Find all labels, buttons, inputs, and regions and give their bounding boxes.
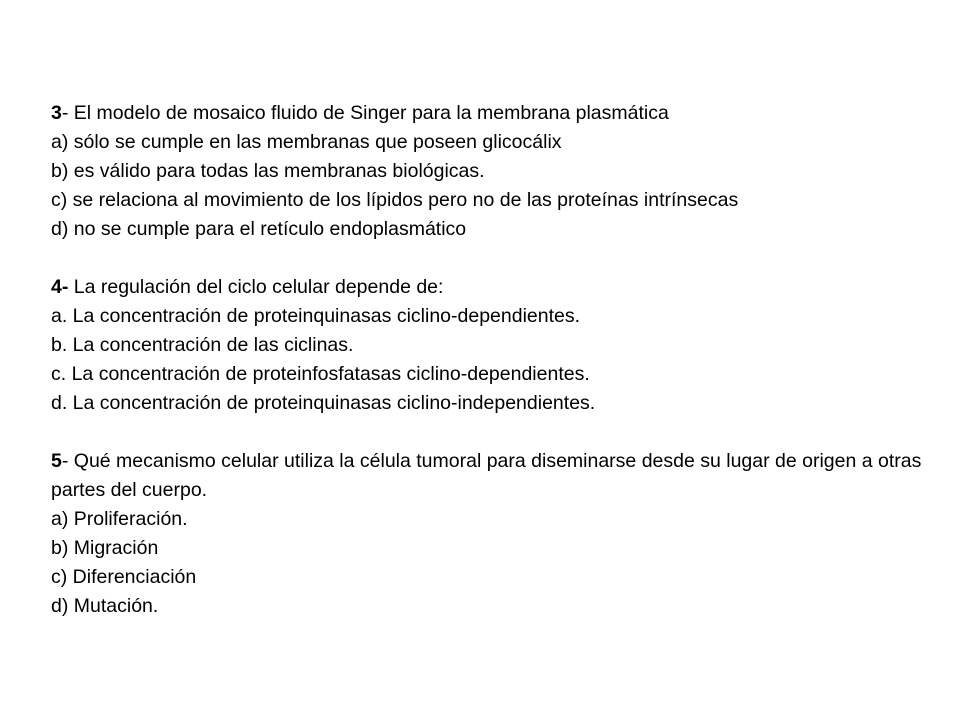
question-3 <box>51 99 946 244</box>
question-number: 3 <box>51 102 62 124</box>
option-b: b. La concentración de las ciclinas. <box>51 334 354 356</box>
option-d: d) no se cumple para el retículo endoplasmático <box>51 218 467 240</box>
question-5 <box>51 447 946 621</box>
option-a: a) sólo se cumple en las membranas que poseen glicocálix <box>51 131 562 153</box>
question-4 <box>51 273 946 418</box>
option-b: b) Migración <box>51 537 159 559</box>
question-text: La regulación del ciclo celular depende de: <box>68 276 444 298</box>
question-stem <box>51 99 946 128</box>
option-d: d) Mutación. <box>51 595 159 617</box>
question-stem <box>51 447 946 505</box>
option-c: c) Diferenciación <box>51 566 197 588</box>
option-c: c. La concentración de proteinfosfatasas ciclino-dependientes. <box>51 363 590 385</box>
option-a: a. La concentración de proteinquinasas ciclino-dependientes. <box>51 305 581 327</box>
option-d: d. La concentración de proteinquinasas ciclino-independientes. <box>51 392 596 414</box>
question-text: - Qué mecanismo celular utiliza la célula tumoral para diseminarse desde su lugar de origen a otras partes del cuerpo. <box>51 450 922 501</box>
option-b: b) es válido para todas las membranas biológicas. <box>51 160 485 182</box>
question-list <box>51 99 946 621</box>
question-number: 4- <box>51 276 69 298</box>
option-c: c) se relaciona al movimiento de los lípidos pero no de las proteínas intrínsecas <box>51 189 739 211</box>
question-text: - El modelo de mosaico fluido de Singer para la membrana plasmática <box>61 102 669 124</box>
question-stem <box>51 273 946 302</box>
option-a: a) Proliferación. <box>51 508 188 530</box>
question-number: 5 <box>51 450 62 472</box>
